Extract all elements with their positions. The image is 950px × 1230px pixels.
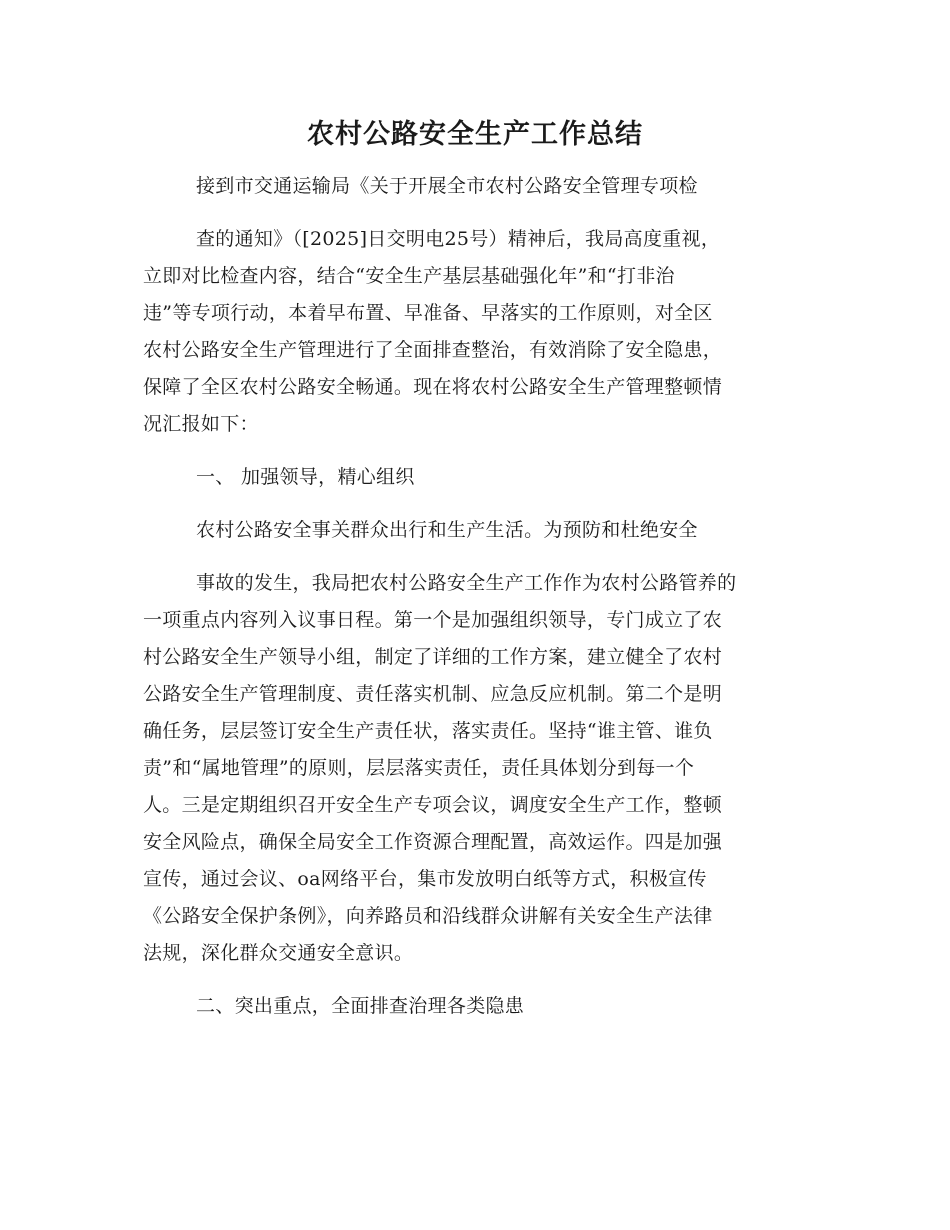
section-heading: 二、突出重点，全面排查治理各类隐患 bbox=[196, 995, 525, 1017]
paragraph-line: 安全风险点，确保全局安全工作资源合理配置，高效运作。四是加强 bbox=[143, 831, 723, 853]
paragraph-line: 责”和“属地管理”的原则，层层落实责任，责任具体划分到每一个 bbox=[143, 757, 695, 779]
paragraph-line: 接到市交通运输局《关于开展全市农村公路安全管理专项检 bbox=[196, 175, 698, 197]
paragraph-line: 法规，深化群众交通安全意识。 bbox=[143, 942, 414, 964]
section-heading: 一、 加强领导，精心组织 bbox=[196, 466, 415, 488]
paragraph-line: 保障了全区农村公路安全畅通。现在将农村公路安全生产管理整顿情 bbox=[143, 376, 723, 398]
document-title: 农村公路安全生产工作总结 bbox=[307, 119, 643, 150]
paragraph-line: 公路安全生产管理制度、责任落实机制、应急反应机制。第二个是明 bbox=[143, 683, 723, 705]
paragraph-line: 村公路安全生产领导小组，制定了详细的工作方案，建立健全了农村 bbox=[143, 646, 723, 668]
paragraph-line: 农村公路安全生产管理进行了全面排查整治，有效消除了安全隐患， bbox=[143, 339, 723, 361]
paragraph-line: 违”等专项行动，本着早布置、早准备、早落实的工作原则，对全区 bbox=[143, 302, 713, 324]
paragraph-line: 事故的发生，我局把农村公路安全生产工作作为农村公路管养的 bbox=[196, 572, 737, 594]
paragraph-line: 农村公路安全事关群众出行和生产生活。为预防和杜绝安全 bbox=[196, 519, 698, 541]
paragraph-line: 查的通知》（[2025]日交明电25号）精神后，我局高度重视， bbox=[196, 228, 721, 250]
paragraph-line: 人。三是定期组织召开安全生产专项会议，调度安全生产工作，整顿 bbox=[143, 794, 723, 816]
paragraph-line: 一项重点内容列入议事日程。第一个是加强组织领导，专门成立了农 bbox=[143, 609, 723, 631]
paragraph-line: 况汇报如下： bbox=[143, 413, 259, 435]
paragraph-line: 立即对比检查内容，结合“安全生产基层基础强化年”和“打非治 bbox=[143, 265, 675, 287]
paragraph-line: 确任务，层层签订安全生产责任状，落实责任。坚持“谁主管、谁负 bbox=[143, 720, 713, 742]
paragraph-line: 《公路安全保护条例》，向养路员和沿线群众讲解有关安全生产法律 bbox=[143, 905, 713, 927]
paragraph-line: 宣传，通过会议、oa网络平台，集市发放明白纸等方式，积极宣传 bbox=[143, 868, 707, 890]
